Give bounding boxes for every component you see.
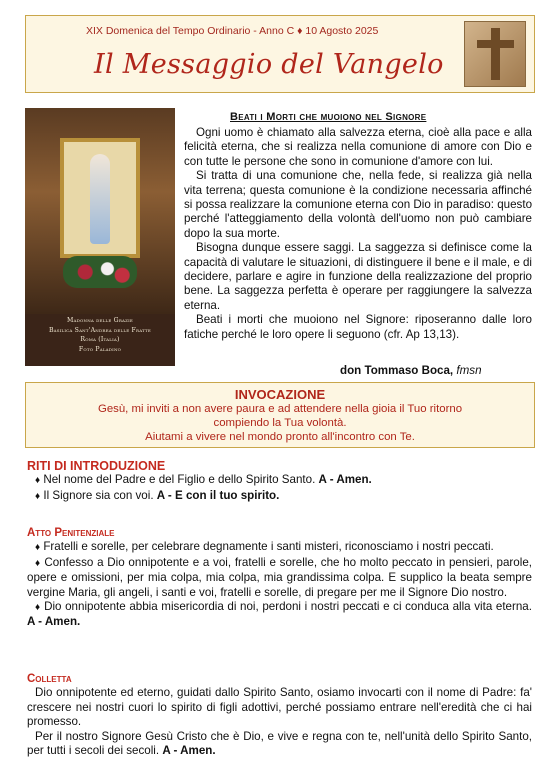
colletta-section bbox=[27, 672, 532, 758]
diamond-bullet-icon: ♦ bbox=[35, 557, 41, 569]
madonna-photo bbox=[25, 108, 175, 366]
author-order: fmsn bbox=[456, 364, 482, 377]
caption-line: Madonna delle Grazie bbox=[66, 317, 133, 324]
colletta-text: Per il nostro Signore Gesù Cristo che è Dio, e vive e regna con te, nell'unità dello Spirito Santo, per tutti i secoli dei secoli. bbox=[27, 729, 532, 758]
cross-vertical-bar bbox=[491, 28, 500, 80]
diamond-bullet-icon: ♦ bbox=[35, 602, 41, 614]
colletta-response: A - Amen. bbox=[162, 744, 216, 758]
liturgical-date: XIX Domenica del Tempo Ordinario - Anno C ♦ 10 Agosto 2025 bbox=[86, 25, 379, 37]
riti-item-text: Il Signore sia con voi. bbox=[43, 488, 157, 502]
header-banner bbox=[25, 15, 535, 93]
article-paragraph: Beati i morti che muoiono nel Signore: riposeranno dalle loro fatiche perché le loro opere li seguono (cfr. Ap 13,13). bbox=[184, 313, 532, 341]
colletta-paragraph bbox=[27, 686, 532, 729]
madonna-figure bbox=[90, 154, 110, 244]
atto-paragraph bbox=[27, 600, 532, 630]
caption-line: Roma (Italia) bbox=[80, 336, 120, 343]
diamond-bullet-icon: ♦ bbox=[35, 475, 41, 487]
atto-title: Atto Penitenziale bbox=[27, 527, 115, 539]
article-paragraph: Si tratta di una comunione che, nella fede, si realizza già nella vita terrena; questa comunione è la condizione necessaria affinché si possa realizzare la comunione eterna con Dio in paradiso: questo perché l'atteggiamento della volontà dell'uomo non può cambiare dopo la sua morte. bbox=[184, 169, 533, 240]
riti-item bbox=[27, 473, 532, 488]
riti-item bbox=[27, 489, 532, 504]
invocation-line: Gesù, mi inviti a non avere paura e ad attendere nella gioia il Tuo ritorno bbox=[97, 403, 463, 415]
flower-arrangement bbox=[63, 256, 137, 288]
colletta-paragraph bbox=[27, 730, 532, 759]
caption-line: Foto Paladino bbox=[78, 345, 122, 353]
invocation-line: Aiutami a vivere nel mondo pronto all'incontro con Te. bbox=[145, 431, 415, 443]
caption-line: Basilica Sant'Andrea delle Fratte bbox=[48, 326, 152, 334]
article-title: Beati i Morti che muoiono nel Signore bbox=[230, 111, 427, 123]
author-name: don Tommaso Boca, bbox=[340, 364, 454, 377]
cross-horizontal-bar bbox=[477, 40, 514, 48]
invocation-line: compiendo la Tua volontà. bbox=[213, 417, 347, 429]
article-body bbox=[184, 126, 532, 342]
diamond-bullet-icon: ♦ bbox=[35, 490, 41, 502]
atto-paragraph bbox=[27, 540, 532, 555]
page-title: Il Messaggio del Vangelo bbox=[94, 49, 444, 80]
atto-section bbox=[27, 526, 532, 630]
atto-text: Dio onnipotente abbia misericordia di noi, perdoni i nostri peccati e ci conduca alla vita eterna. bbox=[44, 600, 532, 614]
photo-caption bbox=[25, 314, 175, 366]
diamond-bullet-icon: ♦ bbox=[35, 542, 41, 554]
painting-frame bbox=[60, 138, 140, 258]
invocation-title: INVOCAZIONE bbox=[234, 387, 326, 402]
riti-item-text: Nel nome del Padre e del Figlio e dello Spirito Santo. bbox=[43, 473, 319, 487]
article-paragraph: Bisogna dunque essere saggi. La saggezza si definisce come la capacità di valutare le situazioni, di distinguere il bene e il male, e di decidere, parlare e agire in funzione della realizzazione del proprio bene. La saggezza perfetta è operare per raggiungere la salvezza eterna. bbox=[184, 241, 533, 312]
cross-image bbox=[464, 21, 526, 87]
colletta-title: Colletta bbox=[27, 673, 72, 685]
riti-item-response: A - E con il tuo spirito. bbox=[156, 488, 280, 502]
invocation-box bbox=[25, 382, 535, 448]
riti-item-response: A - Amen. bbox=[318, 473, 372, 487]
atto-paragraph bbox=[27, 556, 532, 600]
author-signature bbox=[340, 364, 482, 377]
colletta-text: Dio onnipotente ed eterno, guidati dallo Spirito Santo, osiamo invocarti con il nome di Padre: fa' crescere nei nostri cuori lo spirito di figli adottivi, perché possiamo entrare nell'eredità che ci hai promesso. bbox=[27, 686, 532, 729]
riti-section bbox=[27, 459, 532, 504]
atto-text: Confesso a Dio onnipotente e a voi, fratelli e sorelle, che ho molto peccato in pensieri, parole, opere e omissioni, per mia colpa, mia colpa, mia grandissima colpa. E supplico la beata sempre vergine Maria, gli angeli, i santi e voi, fratelli e sorelle, di pregare per me il Signore Dio nostro. bbox=[27, 555, 532, 599]
riti-title: RITI DI INTRODUZIONE bbox=[27, 459, 166, 473]
article-paragraph: Ogni uomo è chiamato alla salvezza eterna, cioè alla pace e alla felicità eterna, che si realizza nella comunione di amore con Dio e con tutte le persone che sono in comunione d'amore con lui. bbox=[184, 126, 532, 168]
atto-response: A - Amen. bbox=[27, 615, 81, 629]
atto-text: Fratelli e sorelle, per celebrare degnamente i santi misteri, riconosciamo i nostri peccati. bbox=[43, 540, 494, 554]
